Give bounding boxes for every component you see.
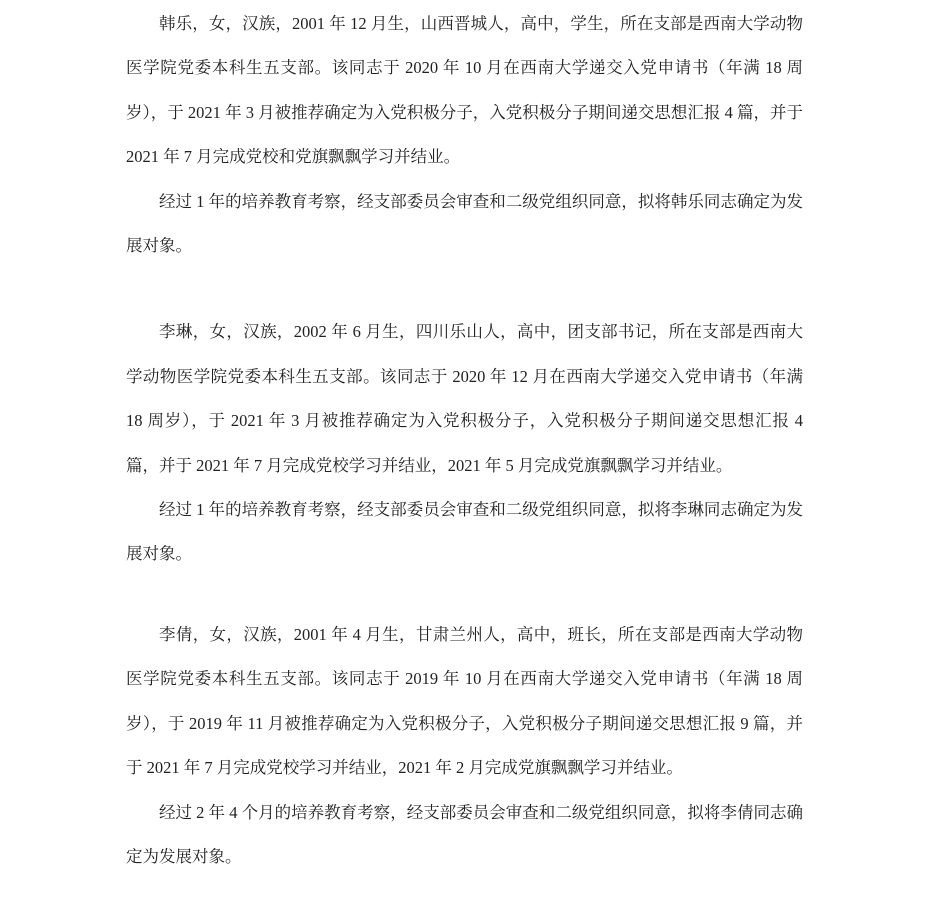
candidate-conclusion-paragraph: 经过 2 年 4 个月的培养教育考察，经支部委员会审查和二级党组织同意，拟将李倩同志确定为发展对象。 xyxy=(126,802,803,866)
candidate-intro-paragraph: 李琳，女，汉族，2002 年 6 月生，四川乐山人，高中，团支部书记，所在支部是西南大学动物医学院党委本科生五支部。该同志于 2020 年 12 月在西南大学递交入党申请书（年满 18 周岁），于 2021 年 3 月被推荐确定为入党积极分子，入党积极分子期间递交思想汇报 4 篇，并于 2021 年 7 月完成党校学习并结业，2021 年 5 月完成党旗飘飘学习并结业。 xyxy=(126,322,803,475)
candidate-section-liqian xyxy=(126,613,803,879)
candidate-section-lilin xyxy=(126,310,803,576)
blank-line xyxy=(126,577,803,613)
candidate-intro-paragraph: 韩乐，女，汉族，2001 年 12 月生，山西晋城人，高中，学生，所在支部是西南大学动物医学院党委本科生五支部。该同志于 2020 年 10 月在西南大学递交入党申请书（年满 18 周岁），于 2021 年 3 月被推荐确定为入党积极分子，入党积极分子期间递交思想汇报 4 篇，并于 2021 年 7 月完成党校和党旗飘飘学习并结业。 xyxy=(126,14,803,167)
candidate-conclusion-paragraph: 经过 1 年的培养教育考察，经支部委员会审查和二级党组织同意，拟将李琳同志确定为发展对象。 xyxy=(126,500,803,564)
blank-line xyxy=(126,268,803,310)
candidate-section-hanle xyxy=(126,2,803,268)
candidate-intro-paragraph: 李倩，女，汉族，2001 年 4 月生，甘肃兰州人，高中，班长，所在支部是西南大学动物医学院党委本科生五支部。该同志于 2019 年 10 月在西南大学递交入党申请书（年满 18 周岁），于 2019 年 11 月被推荐确定为入党积极分子，入党积极分子期间递交思想汇报 9 篇，并于 2021 年 7 月完成党校学习并结业，2021 年 2 月完成党旗飘飘学习并结业。 xyxy=(126,624,803,778)
candidate-conclusion-paragraph: 经过 1 年的培养教育考察，经支部委员会审查和二级党组织同意，拟将韩乐同志确定为发展对象。 xyxy=(126,191,803,256)
